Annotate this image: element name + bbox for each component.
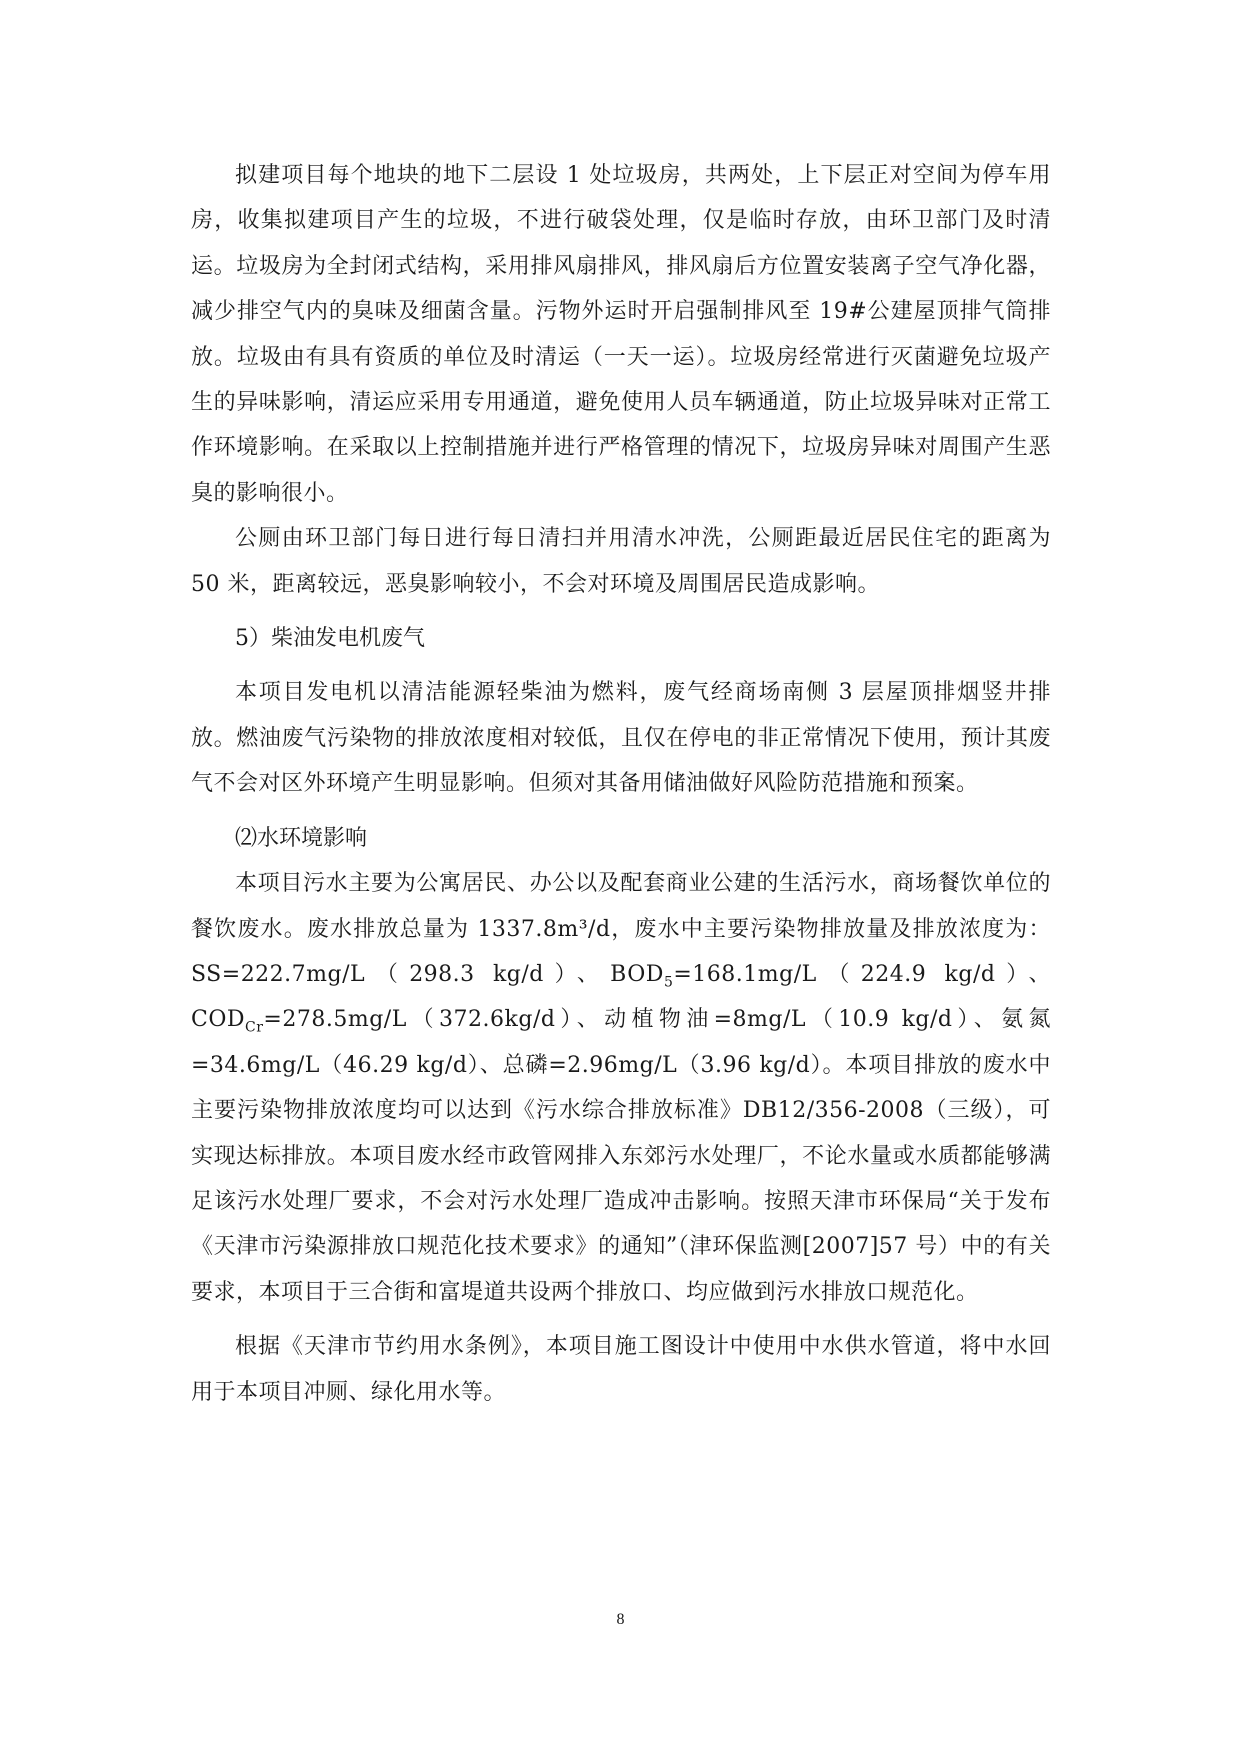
paragraph-public-toilet: 公厕由环卫部门每日进行每日清扫并用清水冲洗，公厕距最近居民住宅的距离为 50 米，距离较远，恶臭影响较小，不会对环境及周围居民造成影响。 xyxy=(191,526,1051,597)
wastewater-text-part-2: =168.1mg/L（224.9 kg/d）、COD xyxy=(191,961,1052,1033)
paragraph-reclaimed-water: 根据《天津市节约用水条例》，本项目施工图设计中使用中水供水管道，将中水回用于本项目冲厕、绿化用水等。 xyxy=(191,1334,1051,1405)
wastewater-text-part-1: 本项目污水主要为公寓居民、办公以及配套商业公建的生活污水，商场餐饮单位的餐饮废水。废水排放总量为 1337.8m³/d，废水中主要污染物排放量及排放浓度为： SS=222.7mg/L（298.3 kg/d）、BOD xyxy=(191,871,1051,987)
heading-water-environment: ⑵水环境影响 xyxy=(235,825,368,851)
heading-diesel-generator: 5）柴油发电机废气 xyxy=(235,626,425,652)
spacer xyxy=(191,607,1051,616)
spacer xyxy=(191,1315,1051,1324)
spacer xyxy=(191,661,1051,670)
document-body xyxy=(191,153,1051,1415)
paragraph-wastewater xyxy=(191,861,1051,1315)
paragraph-diesel-exhaust: 本项目发电机以清洁能源轻柴油为燃料，废气经商场南侧 3 层屋顶排烟竖井排放。燃油废气污染物的排放浓度相对较低，且仅在停电的非正常情况下使用，预计其废气不会对区外环境产生明显影响。但须对其备用储油做好风险防范措施和预案。 xyxy=(191,680,1051,797)
paragraph-garbage-room: 拟建项目每个地块的地下二层设 1 处垃圾房，共两处，上下层正对空间为停车用房，收集拟建项目产生的垃圾，不进行破袋处理，仅是临时存放，由环卫部门及时清运。垃圾房为全封闭式结构，采用排风扇排风，排风扇后方位置安装离子空气净化器，减少排空气内的臭味及细菌含量。污物外运时开启强制排风至 19#公建屋顶排气筒排放。垃圾由有具有资质的单位及时清运（一天一运）。垃圾房经常进行灭菌避免垃圾产生的异味影响，清运应采用专用通道，避免使用人员车辆通道，防止垃圾异味对正常工作环境影响。在采取以上控制措施并进行严格管理的情况下，垃圾房异味对周围产生恶臭的影响很小。 xyxy=(191,163,1051,506)
bod-subscript: 5 xyxy=(663,974,674,991)
wastewater-text-part-3: =278.5mg/L（372.6kg/d）、动植物油=8mg/L（10.9 kg/d）、氨氮=34.6mg/L（46.29 kg/d）、总磷=2.96mg/L（3.96 kg/d）。本项目排放的废水中主要污染物排放浓度均可以达到《污水综合排放标准》DB12/356-2008（三级），可实现达标排放。本项目废水经市政管网排入东郊污水处理厂，不论水量或水质都能够满足该污水处理厂要求，不会对污水处理厂造成冲击影响。按照天津市环保局“关于发布《天津市污染源排放口规范化技术要求》的通知”（津环保监测[2007]57 号）中的有关要求，本项目于三合街和富堤道共设两个排放口、均应做到污水排放口规范化。 xyxy=(191,1007,1051,1305)
page-number: 8 xyxy=(616,1611,625,1628)
spacer xyxy=(191,807,1051,816)
cod-subscript: Cr xyxy=(245,1019,264,1036)
